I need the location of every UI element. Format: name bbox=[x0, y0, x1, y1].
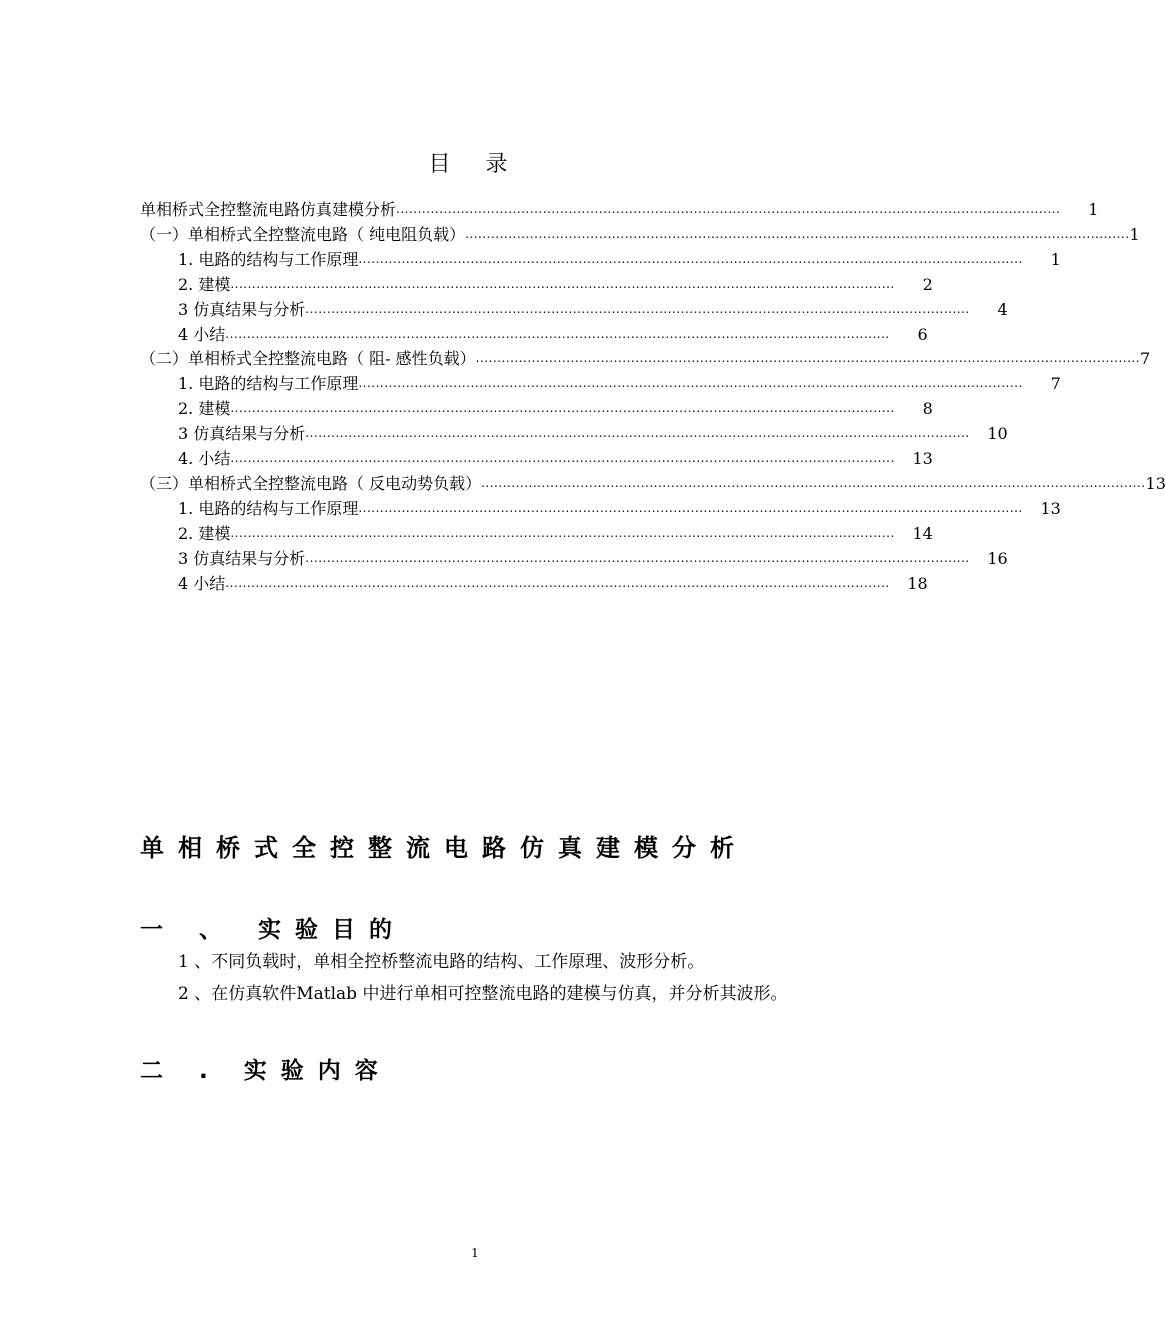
toc-entry[interactable] bbox=[178, 522, 933, 546]
toc-entry-page: 8 bbox=[922, 399, 933, 418]
toc-entry[interactable] bbox=[178, 248, 1061, 272]
toc-entry[interactable] bbox=[140, 472, 1166, 496]
toc-entry-page: 13 bbox=[1145, 474, 1166, 493]
toc-entry-label: 4 小结 bbox=[178, 574, 226, 593]
paragraph-objective-2: 2 、在仿真软件Matlab 中进行单相可控整流电路的建模与仿真，并分析其波形。 bbox=[178, 984, 788, 1004]
toc-entry-page: 7 bbox=[1050, 374, 1061, 393]
toc-entry[interactable] bbox=[178, 298, 1008, 322]
toc-entry-label: 2. 建模 bbox=[178, 275, 231, 294]
toc-entry[interactable] bbox=[178, 497, 1061, 521]
toc-leader-dots: .......................................................................................................................................................... bbox=[230, 451, 895, 465]
toc-entry-page: 1 bbox=[1050, 250, 1061, 269]
toc-leader-dots: .......................................................................................................................................................... bbox=[230, 526, 895, 540]
section-heading-content: 二 . 实验内容 bbox=[140, 1058, 392, 1084]
toc-leader-dots: .......................................................................................................................................................... bbox=[305, 426, 970, 440]
toc-entry[interactable] bbox=[140, 347, 1151, 371]
toc-leader-dots: .......................................................................................................................................................... bbox=[358, 252, 1023, 266]
toc-entry-page: 1 bbox=[1129, 225, 1140, 244]
toc-entry-page: 2 bbox=[922, 275, 933, 294]
section-heading-objectives: 一 、 实验目的 bbox=[140, 917, 407, 943]
toc-leader-dots: .......................................................................................................................................................... bbox=[230, 401, 895, 415]
toc-entry-label: 1. 电路的结构与工作原理 bbox=[178, 499, 359, 518]
toc-title: 目 录 bbox=[428, 152, 522, 177]
toc-entry-page: 13 bbox=[1040, 499, 1061, 518]
toc-entry-label: 4. 小结 bbox=[178, 449, 231, 468]
toc-entry-label: 3 仿真结果与分析 bbox=[178, 549, 306, 568]
toc-entry-label: 3 仿真结果与分析 bbox=[178, 300, 306, 319]
toc-leader-dots: .......................................................................................................................................................... bbox=[230, 277, 895, 291]
toc-entry-label: 单相桥式全控整流电路仿真建模分析 bbox=[140, 200, 397, 219]
toc-leader-dots: .......................................................................................................................................................... bbox=[358, 376, 1023, 390]
toc-entry[interactable] bbox=[140, 223, 1140, 247]
toc-leader-dots: .......................................................................................................................................................... bbox=[475, 351, 1141, 365]
toc-entry-label: （二）单相桥式全控整流电路（ 阻- 感性负载） bbox=[140, 349, 476, 368]
toc-entry[interactable] bbox=[178, 447, 933, 471]
toc-entry[interactable] bbox=[178, 273, 933, 297]
paragraph-objective-1: 1 、不同负载时，单相全控桥整流电路的结构、工作原理、波形分析。 bbox=[178, 952, 705, 972]
toc-entry-label: 1. 电路的结构与工作原理 bbox=[178, 250, 359, 269]
toc-leader-dots: .......................................................................................................................................................... bbox=[305, 551, 970, 565]
toc-leader-dots: .......................................................................................................................................................... bbox=[225, 327, 890, 341]
toc-entry[interactable] bbox=[178, 397, 933, 421]
toc-entry-label: 3 仿真结果与分析 bbox=[178, 424, 306, 443]
toc-entry-page: 13 bbox=[912, 449, 933, 468]
toc-entry-page: 10 bbox=[987, 424, 1008, 443]
toc-entry-page: 4 bbox=[997, 300, 1008, 319]
toc-entry[interactable] bbox=[178, 572, 928, 596]
toc-entry-page: 7 bbox=[1140, 349, 1151, 368]
toc-entry-page: 18 bbox=[907, 574, 928, 593]
toc-entry-page: 14 bbox=[912, 524, 933, 543]
toc-entry[interactable] bbox=[178, 372, 1061, 396]
toc-entry-label: 2. 建模 bbox=[178, 399, 231, 418]
toc-entry-label: 2. 建模 bbox=[178, 524, 231, 543]
page-number: 1 bbox=[471, 1246, 479, 1260]
toc-entry[interactable] bbox=[178, 323, 928, 347]
document-title: 单相桥式全控整流电路仿真建模分析 bbox=[140, 834, 748, 862]
toc-entry-page: 6 bbox=[917, 325, 928, 344]
toc-entry-label: （三）单相桥式全控整流电路（ 反电动势负载） bbox=[140, 474, 482, 493]
toc-entry-label: （一）单相桥式全控整流电路（ 纯电阻负载） bbox=[140, 225, 466, 244]
toc-leader-dots: .......................................................................................................................................................... bbox=[481, 476, 1146, 490]
toc-entry-label: 4 小结 bbox=[178, 325, 226, 344]
toc-leader-dots: .......................................................................................................................................................... bbox=[358, 501, 1023, 515]
toc-entry[interactable] bbox=[178, 422, 1008, 446]
toc-entry[interactable] bbox=[140, 198, 1099, 222]
toc-entry[interactable] bbox=[178, 547, 1008, 571]
toc-entry-page: 1 bbox=[1088, 200, 1099, 219]
toc-leader-dots: .......................................................................................................................................................... bbox=[225, 576, 890, 590]
toc-entry-page: 16 bbox=[987, 549, 1008, 568]
toc-leader-dots: .......................................................................................................................................................... bbox=[305, 302, 970, 316]
toc-leader-dots: .......................................................................................................................................................... bbox=[465, 227, 1130, 241]
toc-leader-dots: .......................................................................................................................................................... bbox=[396, 202, 1061, 216]
toc-entry-label: 1. 电路的结构与工作原理 bbox=[178, 374, 359, 393]
